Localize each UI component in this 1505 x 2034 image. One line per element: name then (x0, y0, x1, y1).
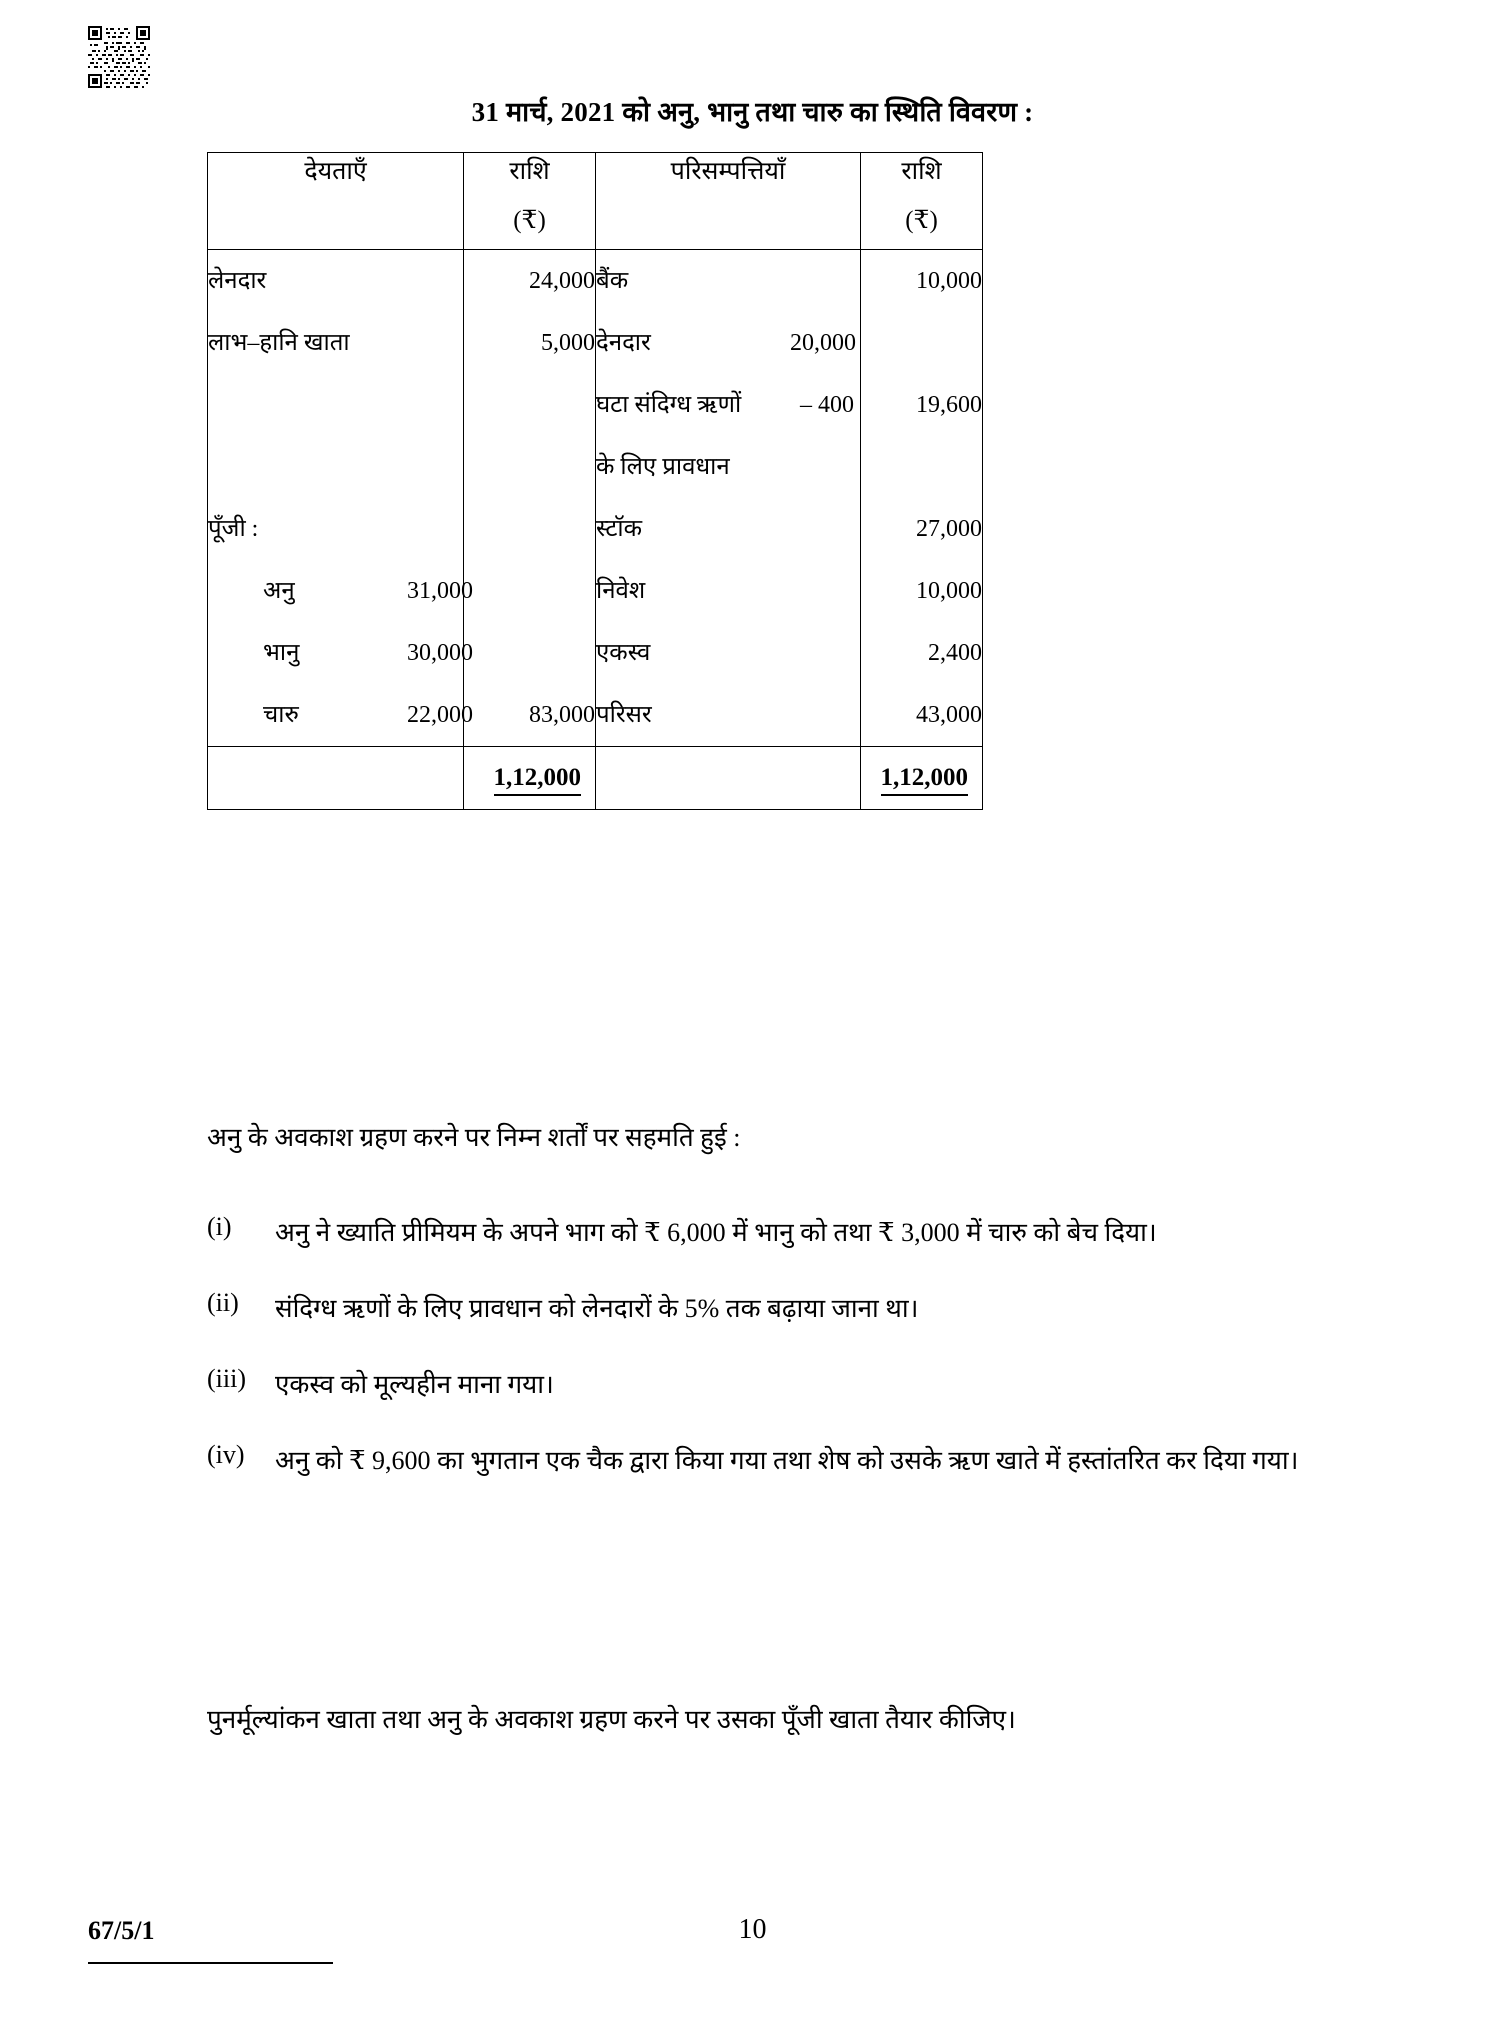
asset-item-provision-line1 (596, 374, 860, 436)
capital-partner-name-anu: अनु (263, 578, 295, 604)
capital-row-charu (208, 684, 473, 746)
liabilities-amount-cell (464, 250, 596, 747)
liability-item-profit-loss-account: लाभ–हानि खाता (208, 330, 350, 356)
header-liabilities-amount (464, 153, 596, 250)
total-assets-blank (596, 747, 861, 810)
paper-code: 67/5/1 (88, 1916, 155, 1945)
total-liabilities-cell (464, 747, 596, 810)
asset-amount-bank: 10,000 (916, 268, 982, 294)
asset-amount-stock: 27,000 (916, 516, 982, 542)
header-assets (596, 153, 861, 250)
list-item (207, 1364, 1342, 1406)
asset-item-patents (596, 622, 860, 684)
header-liabilities (208, 153, 464, 250)
asset-amount-patents: 2,400 (928, 640, 982, 666)
liability-amount-spacer-1 (464, 374, 595, 436)
capital-partner-value-charu: 22,000 (407, 702, 473, 728)
header-assets-amount (861, 153, 983, 250)
list-item-marker-ii: (ii) (207, 1288, 239, 1318)
total-liabilities-value-wrap (464, 764, 595, 792)
asset-item-bank (596, 250, 860, 312)
liability-amount-creditors: 24,000 (529, 268, 595, 294)
liability-amount-spacer-5 (464, 622, 595, 684)
liability-amount-profit-loss-account: 5,000 (541, 330, 595, 356)
asset-item-provision-line2 (596, 436, 860, 498)
list-item-text-i: अनु ने ख्याति प्रीमियम के अपने भाग को ₹ 6,000 में भानु को तथा ₹ 3,000 में चारु को बेच दिया। (275, 1218, 1157, 1247)
header-liabilities-label: देयताएँ (304, 158, 367, 185)
asset-label-premises: परिसर (596, 702, 652, 728)
lead-paragraph: अनु के अवकाश ग्रहण करने पर निम्न शर्तों पर सहमति हुई : (207, 1123, 741, 1152)
assets-amount-cell (861, 250, 983, 747)
capital-partner-value-anu: 31,000 (407, 578, 473, 604)
list-item (207, 1212, 1342, 1254)
header-assets-label: परिसम्पत्तियाँ (670, 158, 786, 185)
liability-amount-spacer-3 (464, 498, 595, 560)
list-item-text-iv: अनु को ₹ 9,600 का भुगतान एक चैक द्वारा किया गया तथा शेष को उसके ऋण खाते में हस्तांतरित कर दिया गया। (275, 1446, 1299, 1476)
footer-divider (88, 1962, 333, 1964)
asset-item-stock (596, 498, 860, 560)
liability-spacer-2 (208, 436, 463, 498)
list-item-text-iii: एकस्व को मूल्यहीन माना गया। (275, 1370, 554, 1400)
header-liabilities-amount-line1: राशि (509, 158, 550, 185)
liability-amount-spacer-2 (464, 436, 595, 498)
asset-item-premises (596, 684, 860, 746)
page-number: 10 (738, 1914, 767, 1945)
capital-partner-name-bhanu: भानु (263, 640, 300, 666)
capital-total-amount: 83,000 (529, 702, 595, 728)
table-header-row (208, 153, 983, 250)
asset-amount-premises: 43,000 (916, 702, 982, 728)
asset-inline-provision: – 400 (800, 392, 854, 418)
list-item-marker-iii: (iii) (207, 1364, 246, 1394)
liability-capital-heading: पूँजी : (208, 516, 259, 542)
asset-label-investments: निवेश (596, 578, 646, 604)
asset-amount-spacer-debtors (861, 312, 982, 374)
table-total-row (208, 747, 983, 810)
liability-amount-spacer-4 (464, 560, 595, 622)
liability-item-creditors: लेनदार (208, 268, 267, 294)
header-assets-amount-line1: राशि (901, 158, 942, 185)
asset-amount-spacer-provision (861, 436, 982, 498)
total-assets-value-wrap (861, 764, 982, 792)
qr-code-icon (88, 26, 150, 88)
list-item (207, 1440, 1342, 1482)
asset-label-provision-line1: घटा संदिग्ध ऋणों (596, 392, 742, 418)
header-assets-amount-line2: (₹) (905, 207, 938, 234)
capital-row-anu (208, 560, 473, 622)
table-body-row (208, 250, 983, 747)
list-item-marker-iv: (iv) (207, 1440, 245, 1470)
capital-partner-value-bhanu: 30,000 (407, 640, 473, 666)
capital-row-bhanu (208, 622, 473, 684)
total-assets-cell (861, 747, 983, 810)
total-assets-value: 1,12,000 (881, 764, 969, 796)
total-liabilities-value: 1,12,000 (494, 764, 582, 796)
asset-label-patents: एकस्व (596, 640, 651, 666)
closing-instruction: पुनर्मूल्यांकन खाता तथा अनु के अवकाश ग्रहण करने पर उसका पूँजी खाता तैयार कीजिए। (207, 1705, 1016, 1734)
list-item-text-ii: संदिग्ध ऋणों के लिए प्रावधान को लेनदारों के 5% तक बढ़ाया जाना था। (275, 1294, 919, 1324)
conditions-list (207, 1212, 1342, 1516)
asset-label-bank: बैंक (596, 268, 629, 294)
asset-amount-net-debtors: 19,600 (916, 392, 982, 418)
total-liabilities-blank (208, 747, 464, 810)
list-item-marker-i: (i) (207, 1212, 232, 1241)
asset-label-stock: स्टॉक (596, 516, 643, 542)
asset-label-debtors: देनदार (596, 330, 651, 356)
header-liabilities-amount-line2: (₹) (513, 207, 546, 234)
asset-label-provision-line2: के लिए प्रावधान (596, 454, 730, 480)
assets-cell (596, 250, 861, 747)
asset-item-debtors (596, 312, 860, 374)
asset-item-investments (596, 560, 860, 622)
liabilities-cell (208, 250, 473, 747)
asset-amount-investments: 10,000 (916, 578, 982, 604)
list-item (207, 1288, 1342, 1330)
asset-inline-debtors: 20,000 (790, 330, 856, 356)
balance-sheet-table (207, 152, 983, 810)
page-title: 31 मार्च, 2021 को अनु, भानु तथा चारु का स्थिति विवरण : (471, 97, 1034, 127)
capital-partner-name-charu: चारु (263, 702, 299, 728)
liability-spacer-1 (208, 374, 463, 436)
